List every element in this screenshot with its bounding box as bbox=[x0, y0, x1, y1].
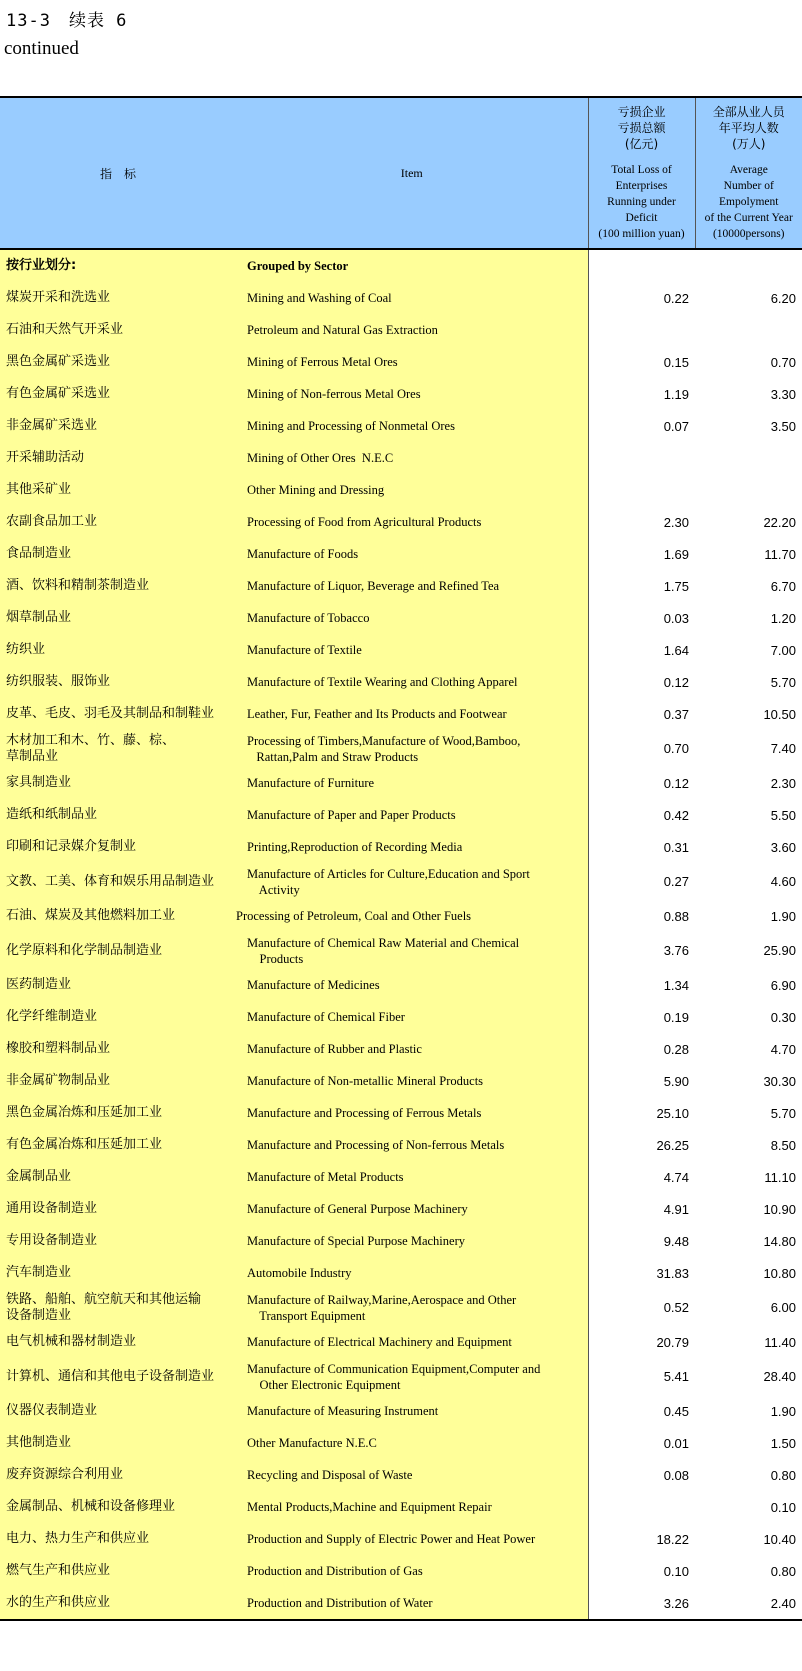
item-en-text: Manufacture of Textile bbox=[247, 643, 362, 657]
indicator-zh-cell: 仪器仪表制造业 bbox=[0, 1395, 236, 1427]
avg-employment-value: 7.00 bbox=[770, 642, 796, 658]
indicator-zh-cell: 非金属矿采选业 bbox=[0, 410, 236, 442]
item-en-cell bbox=[236, 506, 588, 538]
indicator-zh-cell: 化学原料和化学制品制造业 bbox=[0, 932, 236, 969]
avg-employment-value: 2.30 bbox=[770, 775, 796, 791]
item-en-text: Manufacture of Measuring Instrument bbox=[247, 1404, 439, 1418]
total-loss-value: 26.25 bbox=[656, 1137, 689, 1153]
total-loss-value: 1.34 bbox=[663, 977, 689, 993]
avg-employment-value: 4.70 bbox=[770, 1041, 796, 1057]
table-row bbox=[0, 538, 802, 570]
total-loss-value bbox=[588, 474, 695, 506]
avg-employment-value: 0.80 bbox=[770, 1563, 796, 1579]
total-loss-value: 0.27 bbox=[663, 874, 689, 889]
avg-employment-value: 1.20 bbox=[770, 610, 796, 626]
indicator-zh-cell: 电力、热力生产和供应业 bbox=[0, 1523, 236, 1555]
total-loss-value: 0.07 bbox=[663, 418, 689, 434]
avg-employment-value: 11.40 bbox=[764, 1334, 796, 1350]
table-row bbox=[0, 1459, 802, 1491]
indicator-zh-cell: 食品制造业 bbox=[0, 538, 236, 570]
avg-employment-value: 3.30 bbox=[770, 386, 796, 402]
total-loss-value: 1.64 bbox=[663, 642, 689, 658]
item-en-text: Processing of Timbers,Manufacture of Wood,Bamboo, Rattan,Palm and Straw Products bbox=[247, 733, 521, 764]
item-en-text: Manufacture of Foods bbox=[247, 547, 359, 561]
item-en-cell bbox=[236, 346, 588, 378]
item-en-cell bbox=[236, 378, 588, 410]
table-body bbox=[0, 249, 802, 1620]
statistics-table bbox=[0, 96, 802, 1621]
table-row bbox=[0, 730, 802, 767]
indicator-zh-cell: 纺织服装、服饰业 bbox=[0, 666, 236, 698]
avg-employment-value: 1.90 bbox=[770, 1403, 796, 1419]
header-item-en: Item bbox=[236, 97, 588, 249]
item-en-cell bbox=[236, 1358, 588, 1395]
avg-employment-value: 14.80 bbox=[763, 1233, 796, 1249]
table-number-title: 13-3 续表 6 bbox=[6, 11, 128, 31]
total-loss-value: 1.69 bbox=[663, 546, 689, 562]
indicator-zh-cell: 非金属矿物制品业 bbox=[0, 1065, 236, 1097]
item-en-cell bbox=[236, 282, 588, 314]
item-en-text: Production and Supply of Electric Power and Heat Power bbox=[247, 1532, 536, 1546]
avg-employment-value: 10.80 bbox=[763, 1265, 796, 1281]
table-row bbox=[0, 1033, 802, 1065]
header-avg-employment-en: Average Number of Empolyment of the Current Year (10000persons) bbox=[704, 164, 793, 240]
item-en-cell bbox=[236, 474, 588, 506]
total-loss-value: 5.41 bbox=[663, 1369, 689, 1384]
total-loss-value: 0.42 bbox=[663, 807, 689, 823]
avg-employment-value: 10.90 bbox=[763, 1201, 796, 1217]
indicator-zh-cell: 酒、饮料和精制茶制造业 bbox=[0, 570, 236, 602]
item-en-text: Mining and Processing of Nonmetal Ores bbox=[247, 419, 455, 433]
indicator-zh-cell: 烟草制品业 bbox=[0, 602, 236, 634]
avg-employment-value: 6.00 bbox=[770, 1300, 796, 1315]
total-loss-value: 5.90 bbox=[663, 1073, 689, 1089]
total-loss-value bbox=[588, 314, 695, 346]
item-en-cell bbox=[236, 1289, 588, 1326]
item-en-cell bbox=[236, 900, 588, 932]
avg-employment-value: 0.30 bbox=[770, 1009, 796, 1025]
item-en-text: Manufacture of Non-metallic Mineral Products bbox=[247, 1074, 484, 1088]
total-loss-value bbox=[588, 1491, 695, 1523]
table-row bbox=[0, 1555, 802, 1587]
item-en-cell bbox=[236, 602, 588, 634]
table-row bbox=[0, 602, 802, 634]
table-row bbox=[0, 282, 802, 314]
table-row bbox=[0, 1358, 802, 1395]
total-loss-value: 0.12 bbox=[663, 775, 689, 791]
total-loss-value: 0.37 bbox=[663, 706, 689, 722]
item-en-text: Processing of Petroleum, Coal and Other Fuels bbox=[236, 909, 472, 923]
item-en-cell bbox=[236, 1097, 588, 1129]
indicator-zh-cell: 汽车制造业 bbox=[0, 1257, 236, 1289]
indicator-zh-cell: 黑色金属矿采选业 bbox=[0, 346, 236, 378]
total-loss-value bbox=[588, 442, 695, 474]
avg-employment-value: 0.70 bbox=[770, 354, 796, 370]
item-en-text: Other Mining and Dressing bbox=[247, 483, 385, 497]
table-row bbox=[0, 969, 802, 1001]
item-en-cell bbox=[236, 249, 588, 282]
indicator-zh-cell: 燃气生产和供应业 bbox=[0, 1555, 236, 1587]
item-en-text: Manufacture of Chemical Raw Material and Chemical Products bbox=[247, 935, 520, 966]
avg-employment-value: 28.40 bbox=[763, 1369, 796, 1384]
item-en-cell bbox=[236, 410, 588, 442]
indicator-zh-cell: 木材加工和木、竹、藤、棕、 草制品业 bbox=[0, 730, 236, 767]
indicator-zh-cell: 废弃资源综合利用业 bbox=[0, 1459, 236, 1491]
indicator-zh-cell: 计算机、通信和其他电子设备制造业 bbox=[0, 1358, 236, 1395]
header-avg-employment bbox=[695, 97, 802, 249]
item-en-cell bbox=[236, 1129, 588, 1161]
table-row bbox=[0, 1491, 802, 1523]
total-loss-value: 0.12 bbox=[663, 674, 689, 690]
item-en-cell bbox=[236, 1257, 588, 1289]
item-en-cell bbox=[236, 1459, 588, 1491]
total-loss-value bbox=[588, 249, 695, 282]
table-row bbox=[0, 1161, 802, 1193]
indicator-zh-cell: 专用设备制造业 bbox=[0, 1225, 236, 1257]
indicator-zh-cell: 石油和天然气开采业 bbox=[0, 314, 236, 346]
item-en-text: Manufacture of Chemical Fiber bbox=[247, 1010, 405, 1024]
item-en-text: Mining of Ferrous Metal Ores bbox=[247, 355, 398, 369]
item-en-text: Manufacture and Processing of Non-ferrous Metals bbox=[247, 1138, 505, 1152]
indicator-zh-cell: 纺织业 bbox=[0, 634, 236, 666]
table-row bbox=[0, 900, 802, 932]
indicator-zh-cell: 煤炭开采和洗选业 bbox=[0, 282, 236, 314]
item-en-text: Mental Products,Machine and Equipment Repair bbox=[247, 1500, 492, 1514]
total-loss-value: 31.83 bbox=[656, 1265, 689, 1281]
table-row bbox=[0, 799, 802, 831]
avg-employment-value: 0.10 bbox=[770, 1499, 796, 1515]
avg-employment-value: 0.80 bbox=[770, 1467, 796, 1483]
avg-employment-value: 30.30 bbox=[763, 1073, 796, 1089]
table-row bbox=[0, 1001, 802, 1033]
item-en-text: Printing,Reproduction of Recording Media bbox=[247, 840, 463, 854]
avg-employment-value bbox=[695, 249, 802, 282]
avg-employment-value bbox=[695, 314, 802, 346]
indicator-zh-cell: 通用设备制造业 bbox=[0, 1193, 236, 1225]
table-row bbox=[0, 932, 802, 969]
continued-label: continued bbox=[4, 38, 79, 59]
item-en-cell bbox=[236, 831, 588, 863]
total-loss-value: 0.03 bbox=[663, 610, 689, 626]
avg-employment-value bbox=[695, 442, 802, 474]
table-row bbox=[0, 1523, 802, 1555]
item-en-text: Manufacture of Tobacco bbox=[247, 611, 370, 625]
total-loss-value: 0.28 bbox=[663, 1041, 689, 1057]
avg-employment-value: 6.90 bbox=[770, 977, 796, 993]
total-loss-value: 0.01 bbox=[663, 1435, 689, 1451]
indicator-zh-cell: 橡胶和塑料制品业 bbox=[0, 1033, 236, 1065]
item-en-cell bbox=[236, 634, 588, 666]
indicator-zh-cell: 文教、工美、体育和娱乐用品制造业 bbox=[0, 863, 236, 900]
indicator-zh-cell: 黑色金属冶炼和压延加工业 bbox=[0, 1097, 236, 1129]
table-row bbox=[0, 249, 802, 282]
avg-employment-value: 5.70 bbox=[770, 1105, 796, 1121]
item-en-text: Mining of Non-ferrous Metal Ores bbox=[247, 387, 421, 401]
item-en-text: Grouped by Sector bbox=[247, 259, 349, 273]
item-en-cell bbox=[236, 1326, 588, 1358]
avg-employment-value: 2.40 bbox=[695, 1587, 802, 1620]
table-row bbox=[0, 1289, 802, 1326]
item-en-text: Manufacture and Processing of Ferrous Metals bbox=[247, 1106, 482, 1120]
table-row bbox=[0, 831, 802, 863]
item-en-text: Manufacture of Articles for Culture,Education and Sport Activity bbox=[247, 866, 530, 897]
item-en-cell bbox=[236, 1161, 588, 1193]
item-en-text: Manufacture of Rubber and Plastic bbox=[247, 1042, 422, 1056]
item-en-cell bbox=[236, 799, 588, 831]
header-total-loss-en: Total Loss of Enterprises Running under Deficit (100 million yuan) bbox=[598, 164, 685, 240]
item-en-cell bbox=[236, 1587, 588, 1620]
total-loss-value: 0.52 bbox=[663, 1300, 689, 1315]
item-en-cell bbox=[236, 1225, 588, 1257]
table-row bbox=[0, 442, 802, 474]
total-loss-value: 0.22 bbox=[663, 290, 689, 306]
total-loss-value: 4.74 bbox=[663, 1169, 689, 1185]
indicator-zh-cell: 医药制造业 bbox=[0, 969, 236, 1001]
table-row bbox=[0, 570, 802, 602]
item-en-text: Manufacture of Textile Wearing and Clothing Apparel bbox=[247, 675, 518, 689]
item-en-text: Petroleum and Natural Gas Extraction bbox=[247, 323, 438, 337]
item-en-cell bbox=[236, 932, 588, 969]
table-row bbox=[0, 1065, 802, 1097]
indicator-zh-cell: 印刷和记录媒介复制业 bbox=[0, 831, 236, 863]
header-indicator-zh: 指 标 bbox=[0, 97, 236, 249]
item-en-cell bbox=[236, 1395, 588, 1427]
total-loss-value: 0.31 bbox=[663, 839, 689, 855]
total-loss-value: 0.15 bbox=[663, 354, 689, 370]
avg-employment-value: 1.50 bbox=[770, 1435, 796, 1451]
indicator-zh-cell: 其他制造业 bbox=[0, 1427, 236, 1459]
table-row bbox=[0, 666, 802, 698]
indicator-zh-cell: 石油、煤炭及其他燃料加工业 bbox=[0, 900, 236, 932]
item-en-cell bbox=[236, 863, 588, 900]
table-row bbox=[0, 1225, 802, 1257]
total-loss-value: 0.19 bbox=[663, 1009, 689, 1025]
total-loss-value: 20.79 bbox=[656, 1334, 689, 1350]
avg-employment-value: 5.70 bbox=[770, 674, 796, 690]
item-en-cell bbox=[236, 1193, 588, 1225]
avg-employment-value bbox=[695, 474, 802, 506]
item-en-text: Manufacture of Liquor, Beverage and Refined Tea bbox=[247, 579, 500, 593]
total-loss-value: 9.48 bbox=[663, 1233, 689, 1249]
avg-employment-value: 4.60 bbox=[770, 874, 796, 889]
table-row bbox=[0, 474, 802, 506]
total-loss-value: 1.19 bbox=[663, 386, 689, 402]
table-row bbox=[0, 1587, 802, 1620]
total-loss-value: 0.45 bbox=[663, 1403, 689, 1419]
indicator-zh-cell: 造纸和纸制品业 bbox=[0, 799, 236, 831]
table-row bbox=[0, 1193, 802, 1225]
avg-employment-value: 3.50 bbox=[770, 418, 796, 434]
total-loss-value: 0.88 bbox=[663, 908, 689, 924]
item-en-text: Processing of Food from Agricultural Products bbox=[247, 515, 482, 529]
indicator-zh-cell: 有色金属冶炼和压延加工业 bbox=[0, 1129, 236, 1161]
item-en-cell bbox=[236, 1065, 588, 1097]
table-row bbox=[0, 1097, 802, 1129]
table-row bbox=[0, 1129, 802, 1161]
item-en-text: Manufacture of Communication Equipment,Computer and Other Electronic Equipment bbox=[247, 1361, 541, 1392]
item-en-cell bbox=[236, 1033, 588, 1065]
total-loss-value: 4.91 bbox=[663, 1201, 689, 1217]
indicator-zh-cell: 按行业划分: bbox=[0, 249, 236, 282]
item-en-text: Production and Distribution of Water bbox=[247, 1596, 433, 1610]
item-en-text: Automobile Industry bbox=[247, 1266, 352, 1280]
item-en-text: Manufacture of Furniture bbox=[247, 776, 375, 790]
table-row bbox=[0, 506, 802, 538]
item-en-text: Recycling and Disposal of Waste bbox=[247, 1468, 413, 1482]
item-en-cell bbox=[236, 698, 588, 730]
item-en-text: Manufacture of Medicines bbox=[247, 978, 380, 992]
avg-employment-value: 11.10 bbox=[764, 1169, 796, 1185]
total-loss-value: 25.10 bbox=[656, 1105, 689, 1121]
indicator-zh-cell: 化学纤维制造业 bbox=[0, 1001, 236, 1033]
table-row bbox=[0, 410, 802, 442]
table-row bbox=[0, 1326, 802, 1358]
item-en-text: Production and Distribution of Gas bbox=[247, 1564, 423, 1578]
indicator-zh-cell: 金属制品、机械和设备修理业 bbox=[0, 1491, 236, 1523]
indicator-zh-cell: 农副食品加工业 bbox=[0, 506, 236, 538]
header-avg-employment-zh: 全部从业人员 年平均人数 (万人) bbox=[712, 105, 785, 151]
item-en-cell bbox=[236, 1427, 588, 1459]
table-row bbox=[0, 634, 802, 666]
item-en-text: Other Manufacture N.E.C bbox=[247, 1436, 377, 1450]
avg-employment-value: 6.20 bbox=[770, 290, 796, 306]
header-total-loss bbox=[588, 97, 695, 249]
table-row bbox=[0, 378, 802, 410]
indicator-zh-cell: 皮革、毛皮、羽毛及其制品和制鞋业 bbox=[0, 698, 236, 730]
avg-employment-value: 10.50 bbox=[763, 706, 796, 722]
indicator-zh-cell: 其他采矿业 bbox=[0, 474, 236, 506]
item-en-cell bbox=[236, 538, 588, 570]
avg-employment-value: 6.70 bbox=[770, 578, 796, 594]
total-loss-value: 1.75 bbox=[663, 578, 689, 594]
table-row bbox=[0, 863, 802, 900]
table-row bbox=[0, 1427, 802, 1459]
item-en-cell bbox=[236, 730, 588, 767]
item-en-cell bbox=[236, 314, 588, 346]
table-row bbox=[0, 1395, 802, 1427]
item-en-text: Manufacture of Electrical Machinery and Equipment bbox=[247, 1335, 512, 1349]
item-en-text: Leather, Fur, Feather and Its Products and Footwear bbox=[247, 707, 507, 721]
avg-employment-value: 7.40 bbox=[770, 741, 796, 756]
table-row bbox=[0, 346, 802, 378]
item-en-cell bbox=[236, 1555, 588, 1587]
item-en-cell bbox=[236, 666, 588, 698]
total-loss-value: 2.30 bbox=[663, 514, 689, 530]
avg-employment-value: 11.70 bbox=[764, 546, 796, 562]
avg-employment-value: 22.20 bbox=[763, 514, 796, 530]
item-en-cell bbox=[236, 570, 588, 602]
item-en-text: Manufacture of General Purpose Machinery bbox=[247, 1202, 468, 1216]
indicator-zh-cell: 铁路、船舶、航空航天和其他运输 设备制造业 bbox=[0, 1289, 236, 1326]
avg-employment-value: 1.90 bbox=[770, 908, 796, 924]
table-header-row bbox=[0, 97, 802, 249]
indicator-zh-cell: 开采辅助活动 bbox=[0, 442, 236, 474]
total-loss-value: 0.08 bbox=[663, 1467, 689, 1483]
header-total-loss-zh: 亏损企业 亏损总额 (亿元) bbox=[617, 105, 666, 151]
avg-employment-value: 8.50 bbox=[770, 1137, 796, 1153]
item-en-cell bbox=[236, 1523, 588, 1555]
table-row bbox=[0, 698, 802, 730]
item-en-text: Manufacture of Metal Products bbox=[247, 1170, 404, 1184]
total-loss-value: 0.70 bbox=[663, 741, 689, 756]
item-en-text: Manufacture of Special Purpose Machinery bbox=[247, 1234, 465, 1248]
item-en-text: Mining and Washing of Coal bbox=[247, 291, 392, 305]
total-loss-value: 18.22 bbox=[656, 1531, 689, 1547]
avg-employment-value: 5.50 bbox=[770, 807, 796, 823]
indicator-zh-cell: 电气机械和器材制造业 bbox=[0, 1326, 236, 1358]
item-en-text: Manufacture of Paper and Paper Products bbox=[247, 808, 456, 822]
avg-employment-value: 25.90 bbox=[763, 943, 796, 958]
indicator-zh-cell: 金属制品业 bbox=[0, 1161, 236, 1193]
table-row bbox=[0, 767, 802, 799]
indicator-zh-cell: 有色金属矿采选业 bbox=[0, 378, 236, 410]
avg-employment-value: 10.40 bbox=[763, 1531, 796, 1547]
avg-employment-value: 3.60 bbox=[770, 839, 796, 855]
total-loss-value: 3.26 bbox=[588, 1587, 695, 1620]
item-en-cell bbox=[236, 442, 588, 474]
item-en-cell bbox=[236, 1491, 588, 1523]
total-loss-value: 0.10 bbox=[663, 1563, 689, 1579]
indicator-zh-cell: 水的生产和供应业 bbox=[0, 1587, 236, 1620]
item-en-cell bbox=[236, 767, 588, 799]
table-row bbox=[0, 314, 802, 346]
item-en-text: Mining of Other Ores N.E.C bbox=[247, 451, 394, 465]
total-loss-value: 3.76 bbox=[663, 943, 689, 958]
table-row bbox=[0, 1257, 802, 1289]
item-en-cell bbox=[236, 1001, 588, 1033]
item-en-text: Manufacture of Railway,Marine,Aerospace and Other Transport Equipment bbox=[247, 1292, 517, 1323]
indicator-zh-cell: 家具制造业 bbox=[0, 767, 236, 799]
item-en-cell bbox=[236, 969, 588, 1001]
